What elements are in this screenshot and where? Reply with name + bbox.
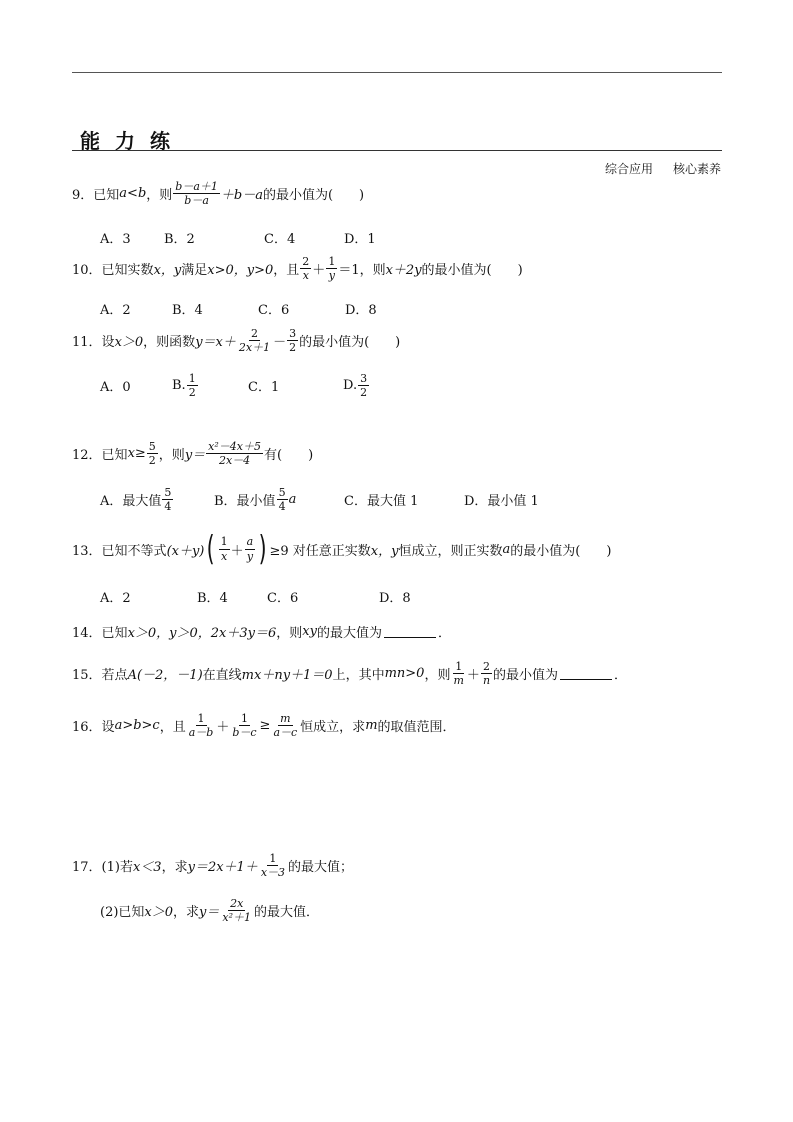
option-a[interactable]: A．2 xyxy=(100,591,131,606)
fraction: $\frac{b-a+1}{b-a}$ xyxy=(175,180,218,208)
question-16: 16． 设 a>b>c ，且 $\frac{1}{a-b}$ ＋ $\frac{1}{b-c}$ ≥ $\frac{m}{a-c}$ 恒成立，求 m 的取值范围． xyxy=(72,712,456,740)
option-d[interactable]: D．1 xyxy=(344,232,376,247)
fraction: $\frac{1}{m}$ xyxy=(453,660,464,688)
option-b[interactable]: B．4 xyxy=(197,591,228,606)
option-c[interactable]: C．6 xyxy=(258,303,290,318)
fraction: $\frac{5}{2}$ xyxy=(148,440,156,468)
question-11: 11． 设 x＞0 ，则函数 y＝x＋ $\frac{2}{2x+1}$ － $\frac{3}{2}$ 的最小值为( ) xyxy=(72,327,401,355)
option-d[interactable]: D. $\frac{3}{2}$ xyxy=(343,372,368,400)
option-b[interactable]: B．2 xyxy=(164,232,195,247)
question-12-options xyxy=(100,486,539,513)
option-a[interactable]: A．0 xyxy=(100,380,131,396)
option-d[interactable]: D．8 xyxy=(345,303,377,318)
section-tags xyxy=(605,160,721,177)
fraction: $\frac{\text{x²－4x＋5}}{2x-4}$ xyxy=(208,440,261,468)
option-b[interactable]: B. $\frac{1}{2}$ xyxy=(172,372,196,400)
option-a[interactable]: A．2 xyxy=(100,303,131,318)
question-13-options xyxy=(100,587,411,606)
tag-core-literacy: 核心素养 xyxy=(672,162,721,176)
question-15: 15． 若点 A(－2，－1) 在直线 mx＋ny＋1＝0 上，其中 mn>0 ，则 $\frac{1}{m}$ ＋ $\frac{2}{n}$ 的最小值为 ． xyxy=(72,660,628,688)
fraction: $\frac{1}{a-b}$ xyxy=(188,712,214,740)
question-17-part-1: 17． (1)若 x＜3 ，求 y＝2x＋1＋ $\frac{1}{x-3}$ 的最大值； xyxy=(72,852,354,880)
section-underline xyxy=(72,150,722,151)
question-13: 13． 已知不等式 (x＋y) ( $\frac{1}{x}$ ＋ $\frac{a}{y}$ ) ≥9 对任意正实数 x，y 恒成立，则正实数 a 的最小值为( ) xyxy=(72,529,612,569)
fraction: $\frac{2}{n}$ xyxy=(482,660,491,688)
big-parenthesis: ( $\frac{1}{x}$ ＋ $\frac{a}{y}$ ) xyxy=(207,529,267,569)
page-top-rule xyxy=(72,72,722,73)
option-c[interactable]: C．6 xyxy=(267,591,299,606)
option-d[interactable]: D．8 xyxy=(379,591,411,606)
fraction: $\frac{1}{y}$ xyxy=(328,255,336,283)
fraction: $\frac{3}{2}$ xyxy=(289,327,297,355)
tag-comprehensive: 综合应用 xyxy=(604,162,653,176)
fraction: $\frac{2}{2x+1}$ xyxy=(238,327,271,355)
question-9: 9． 已知 a<b ，则 $\frac{b-a+1}{b-a}$ ＋b－a 的最小值为( ) xyxy=(72,180,365,208)
option-c[interactable]: C．1 xyxy=(248,380,280,396)
option-b[interactable]: B．最小值 $\frac{5}{4}$ a xyxy=(214,486,297,514)
option-a[interactable]: A．3 xyxy=(100,232,131,247)
answer-blank[interactable] xyxy=(384,625,436,638)
fraction: $\frac{1}{x-3}$ xyxy=(260,852,286,880)
fraction: $\frac{2}{x}$ xyxy=(302,255,310,283)
question-10: 10． 已知实数 x，y 满足 x>0，y>0 ，且 $\frac{2}{x}$ ＋ $\frac{1}{y}$ ＝1，则 x＋2y 的最小值为( ) xyxy=(72,255,523,283)
option-c[interactable]: C．最大值 1 xyxy=(344,494,419,510)
question-14: 14． 已知 x＞0，y＞0，2x＋3y＝6 ，则 xy 的最大值为 ． xyxy=(72,624,452,641)
option-d[interactable]: D．最小值 1 xyxy=(464,494,539,510)
option-b[interactable]: B．4 xyxy=(172,303,203,318)
question-12: 12． 已知 x≥ $\frac{5}{2}$ ，则 y＝ $\frac{\text{x²－4x＋5}}{2x-4}$ 有( ) xyxy=(72,440,314,468)
question-10-options xyxy=(100,299,377,318)
option-a[interactable]: A．最大值 $\frac{5}{4}$ xyxy=(100,486,172,514)
question-9-options xyxy=(100,228,376,247)
question-11-options xyxy=(100,372,370,399)
option-c[interactable]: C．4 xyxy=(264,232,296,247)
question-17-part-2: (2)已知 x＞0 ，求 y＝ $\frac{2x}{\text{x²＋1}}$ 的最大值． xyxy=(100,897,320,925)
answer-blank[interactable] xyxy=(560,667,612,680)
fraction: $\frac{2x}{\text{x²＋1}}$ xyxy=(222,897,252,925)
fraction: $\frac{m}{a-c}$ xyxy=(273,712,298,740)
fraction: $\frac{1}{b-c}$ xyxy=(232,712,257,740)
section-title: 能力练 xyxy=(80,129,185,153)
